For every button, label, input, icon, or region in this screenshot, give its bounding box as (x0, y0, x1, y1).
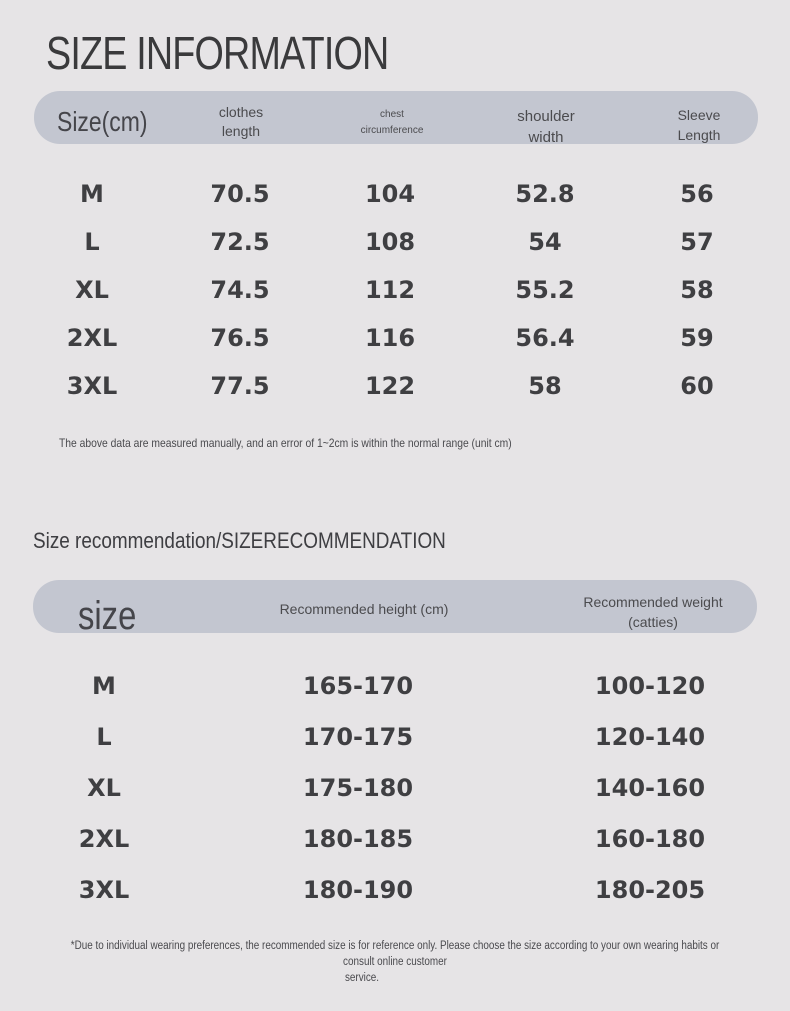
cell-shoulder: 55.2 (515, 276, 575, 304)
cell-length: 76.5 (210, 324, 270, 352)
header-sleeve-line2: Length (677, 127, 721, 143)
cell-sleeve: 59 (680, 324, 714, 352)
header-recommended-height: Recommended height (cm) (279, 601, 449, 617)
cell-height: 180-190 (302, 876, 414, 904)
cell-height: 175-180 (302, 774, 414, 802)
cell-chest: 108 (364, 228, 416, 256)
header-clothes-length-line2: length (221, 123, 261, 139)
cell-size: 3XL (78, 876, 130, 904)
cell-sleeve: 58 (680, 276, 714, 304)
cell-chest: 112 (364, 276, 416, 304)
cell-weight: 120-140 (594, 723, 706, 751)
table-row (0, 372, 790, 412)
cell-size: L (84, 228, 100, 256)
cell-height: 165-170 (302, 672, 414, 700)
table-row (0, 825, 790, 865)
table-row (0, 276, 790, 316)
cell-chest: 116 (364, 324, 416, 352)
cell-sleeve: 57 (680, 228, 714, 256)
section-title-recommendation: Size recommendation/SIZERECOMMENDATION (33, 528, 446, 553)
cell-size: XL (87, 774, 121, 802)
cell-length: 72.5 (210, 228, 270, 256)
header-clothes-length (219, 103, 263, 141)
header-weight-line1: Recommended weight (583, 594, 723, 610)
table-row (0, 876, 790, 916)
header-weight-line2: (catties) (628, 614, 678, 630)
table-row (0, 723, 790, 763)
measurement-note: The above data are measured manually, and an error of 1~2cm is within the normal range (unit cm) (59, 436, 512, 450)
header-recommended-weight (583, 592, 722, 632)
header-chest-circumference (361, 107, 424, 139)
table-row (0, 774, 790, 814)
cell-length: 70.5 (210, 180, 270, 208)
cell-length: 74.5 (210, 276, 270, 304)
header-size: size (78, 594, 137, 638)
cell-height: 170-175 (302, 723, 414, 751)
cell-size: 3XL (66, 372, 118, 400)
page-title: SIZE INFORMATION (46, 27, 389, 79)
header-chest-line1: chest (380, 109, 404, 120)
cell-size: M (92, 672, 116, 700)
cell-chest: 104 (364, 180, 416, 208)
footnote (0, 938, 790, 986)
cell-size: M (80, 180, 104, 208)
header-sleeve-line1: Sleeve (677, 107, 721, 123)
cell-weight: 160-180 (594, 825, 706, 853)
cell-size: 2XL (78, 825, 130, 853)
cell-length: 77.5 (210, 372, 270, 400)
cell-chest: 122 (364, 372, 416, 400)
table-row (0, 180, 790, 220)
footnote-line1: *Due to individual wearing preferences, the recommended size is for reference only. Please choose the size according to your own wearing habits or consult online customer (70, 940, 720, 968)
footnote-line2: service. (344, 972, 380, 984)
cell-size: L (96, 723, 112, 751)
cell-sleeve: 60 (680, 372, 714, 400)
table-row (0, 228, 790, 268)
header-sleeve-length (678, 105, 721, 145)
table-row (0, 672, 790, 712)
header-shoulder-line1: shoulder (517, 108, 575, 125)
table-row (0, 324, 790, 364)
cell-shoulder: 56.4 (515, 324, 575, 352)
header-size-cm: Size(cm) (57, 106, 148, 137)
header-shoulder-line2: width (528, 129, 564, 146)
cell-shoulder: 58 (528, 372, 562, 400)
cell-size: XL (75, 276, 109, 304)
cell-sleeve: 56 (680, 180, 714, 208)
cell-shoulder: 54 (528, 228, 562, 256)
header-chest-line2: circumference (360, 125, 424, 136)
cell-shoulder: 52.8 (515, 180, 575, 208)
cell-weight: 140-160 (594, 774, 706, 802)
cell-weight: 180-205 (594, 876, 706, 904)
cell-height: 180-185 (302, 825, 414, 853)
cell-weight: 100-120 (594, 672, 706, 700)
header-shoulder-width (517, 106, 575, 148)
header-clothes-length-line1: clothes (218, 104, 264, 120)
cell-size: 2XL (66, 324, 118, 352)
